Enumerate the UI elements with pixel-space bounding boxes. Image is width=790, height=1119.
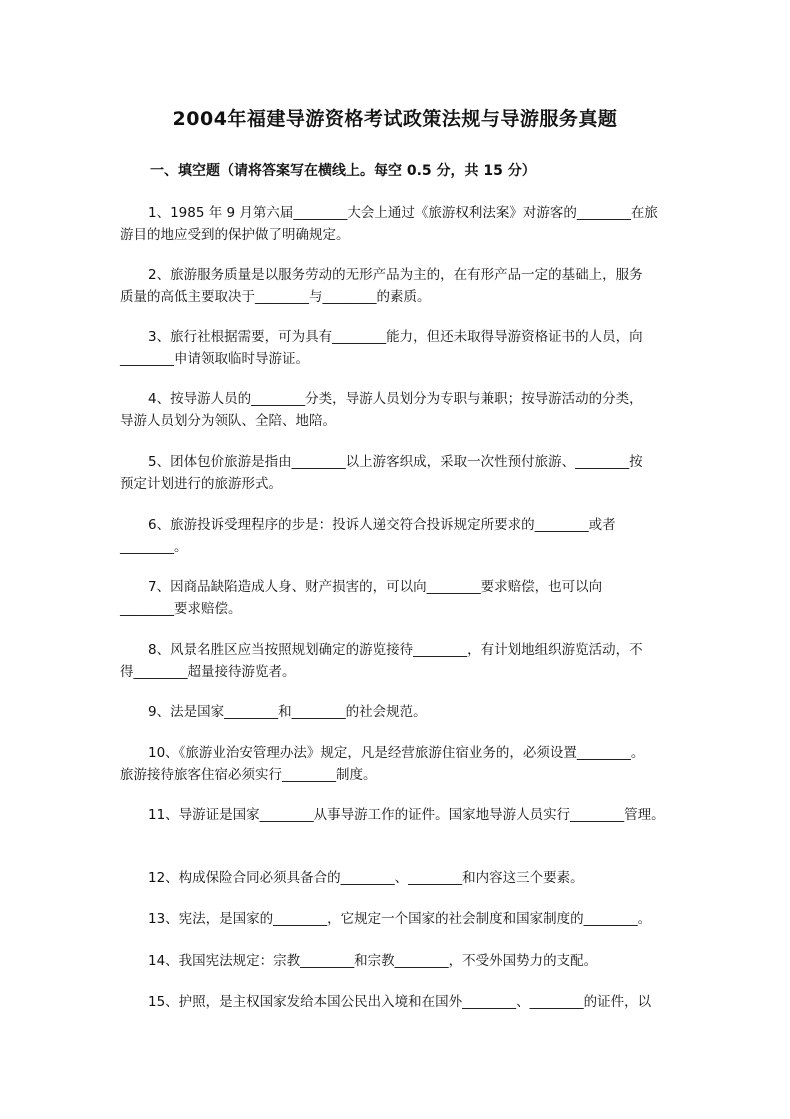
question-12 — [120, 867, 680, 889]
question-13 — [120, 908, 680, 930]
document-title: 2004年福建导游资格考试政策法规与导游服务真题 — [172, 108, 618, 130]
question-line: 15、护照，是主权国家发给本国公民出入境和在国外________、________的证件，以 — [148, 994, 652, 1010]
question-line: ________申请领取临时导游证。 — [120, 351, 309, 367]
question-line: 1、1985 年 9 月第六届________大会上通过《旅游权利法案》对游客的________在旅 — [148, 205, 658, 221]
question-line: 游目的地应受到的保护做了明确规定。 — [120, 227, 350, 243]
question-line: 14、我国宪法规定：宗教________和宗教________，不受外国势力的支配。 — [148, 953, 598, 969]
question-1 — [120, 202, 680, 246]
question-line: 3、旅行社根据需要，可为具有________能力，但还未取得导游资格证书的人员，向 — [148, 329, 643, 345]
question-line: 8、风景名胜区应当按照规划确定的游览接待________，有计划地组织游览活动，不 — [148, 642, 643, 658]
question-line: 5、团体包价旅游是指由________以上游客织成，采取一次性预付旅游、________按 — [148, 454, 643, 470]
question-14 — [120, 950, 680, 972]
question-line: 13、宪法，是国家的________，它规定一个国家的社会制度和国家制度的________。 — [148, 911, 652, 927]
section-heading: 一、填空题（请将答案写在横线上。每空 0.5 分，共 15 分） — [150, 163, 536, 179]
question-line: ________要求赔偿。 — [120, 601, 242, 617]
question-11 — [120, 804, 680, 826]
question-line: ________。 — [120, 539, 188, 555]
question-2 — [120, 264, 680, 308]
question-4 — [120, 388, 680, 432]
question-line: 预定计划进行的旅游形式。 — [120, 476, 282, 492]
question-10 — [120, 742, 680, 786]
question-line: 10、《旅游业治安管理办法》规定，凡是经营旅游住宿业务的，必须设置________。 — [148, 745, 645, 761]
question-6 — [120, 514, 680, 558]
question-15 — [120, 991, 680, 1013]
question-line: 旅游接待旅客住宿必须实行________制度。 — [120, 767, 377, 783]
question-7 — [120, 576, 680, 620]
question-line: 12、构成保险合同必须具备合的________、________和内容这三个要素。 — [148, 870, 584, 886]
question-line: 质量的高低主要取决于________与________的素质。 — [120, 289, 431, 305]
question-line: 9、法是国家________和________的社会规范。 — [148, 704, 427, 720]
question-line: 导游人员划分为领队、全陪、地陪。 — [120, 413, 336, 429]
question-line: 11、导游证是国家________从事导游工作的证件。国家地导游人员实行________管理。 — [148, 807, 665, 823]
question-9 — [120, 701, 680, 723]
question-3 — [120, 326, 680, 370]
question-line: 得________超量接待游览者。 — [120, 664, 296, 680]
question-line: 2、旅游服务质量是以服务劳动的无形产品为主的，在有形产品一定的基础上，服务 — [148, 267, 643, 283]
question-line: 4、按导游人员的________分类，导游人员划分为专职与兼职；按导游活动的分类， — [148, 391, 643, 407]
question-5 — [120, 451, 680, 495]
question-8 — [120, 639, 680, 683]
question-line: 6、旅游投诉受理程序的步是：投诉人递交符合投诉规定所要求的________或者 — [148, 517, 616, 533]
question-line: 7、因商品缺陷造成人身、财产损害的，可以向________要求赔偿，也可以向 — [148, 579, 603, 595]
